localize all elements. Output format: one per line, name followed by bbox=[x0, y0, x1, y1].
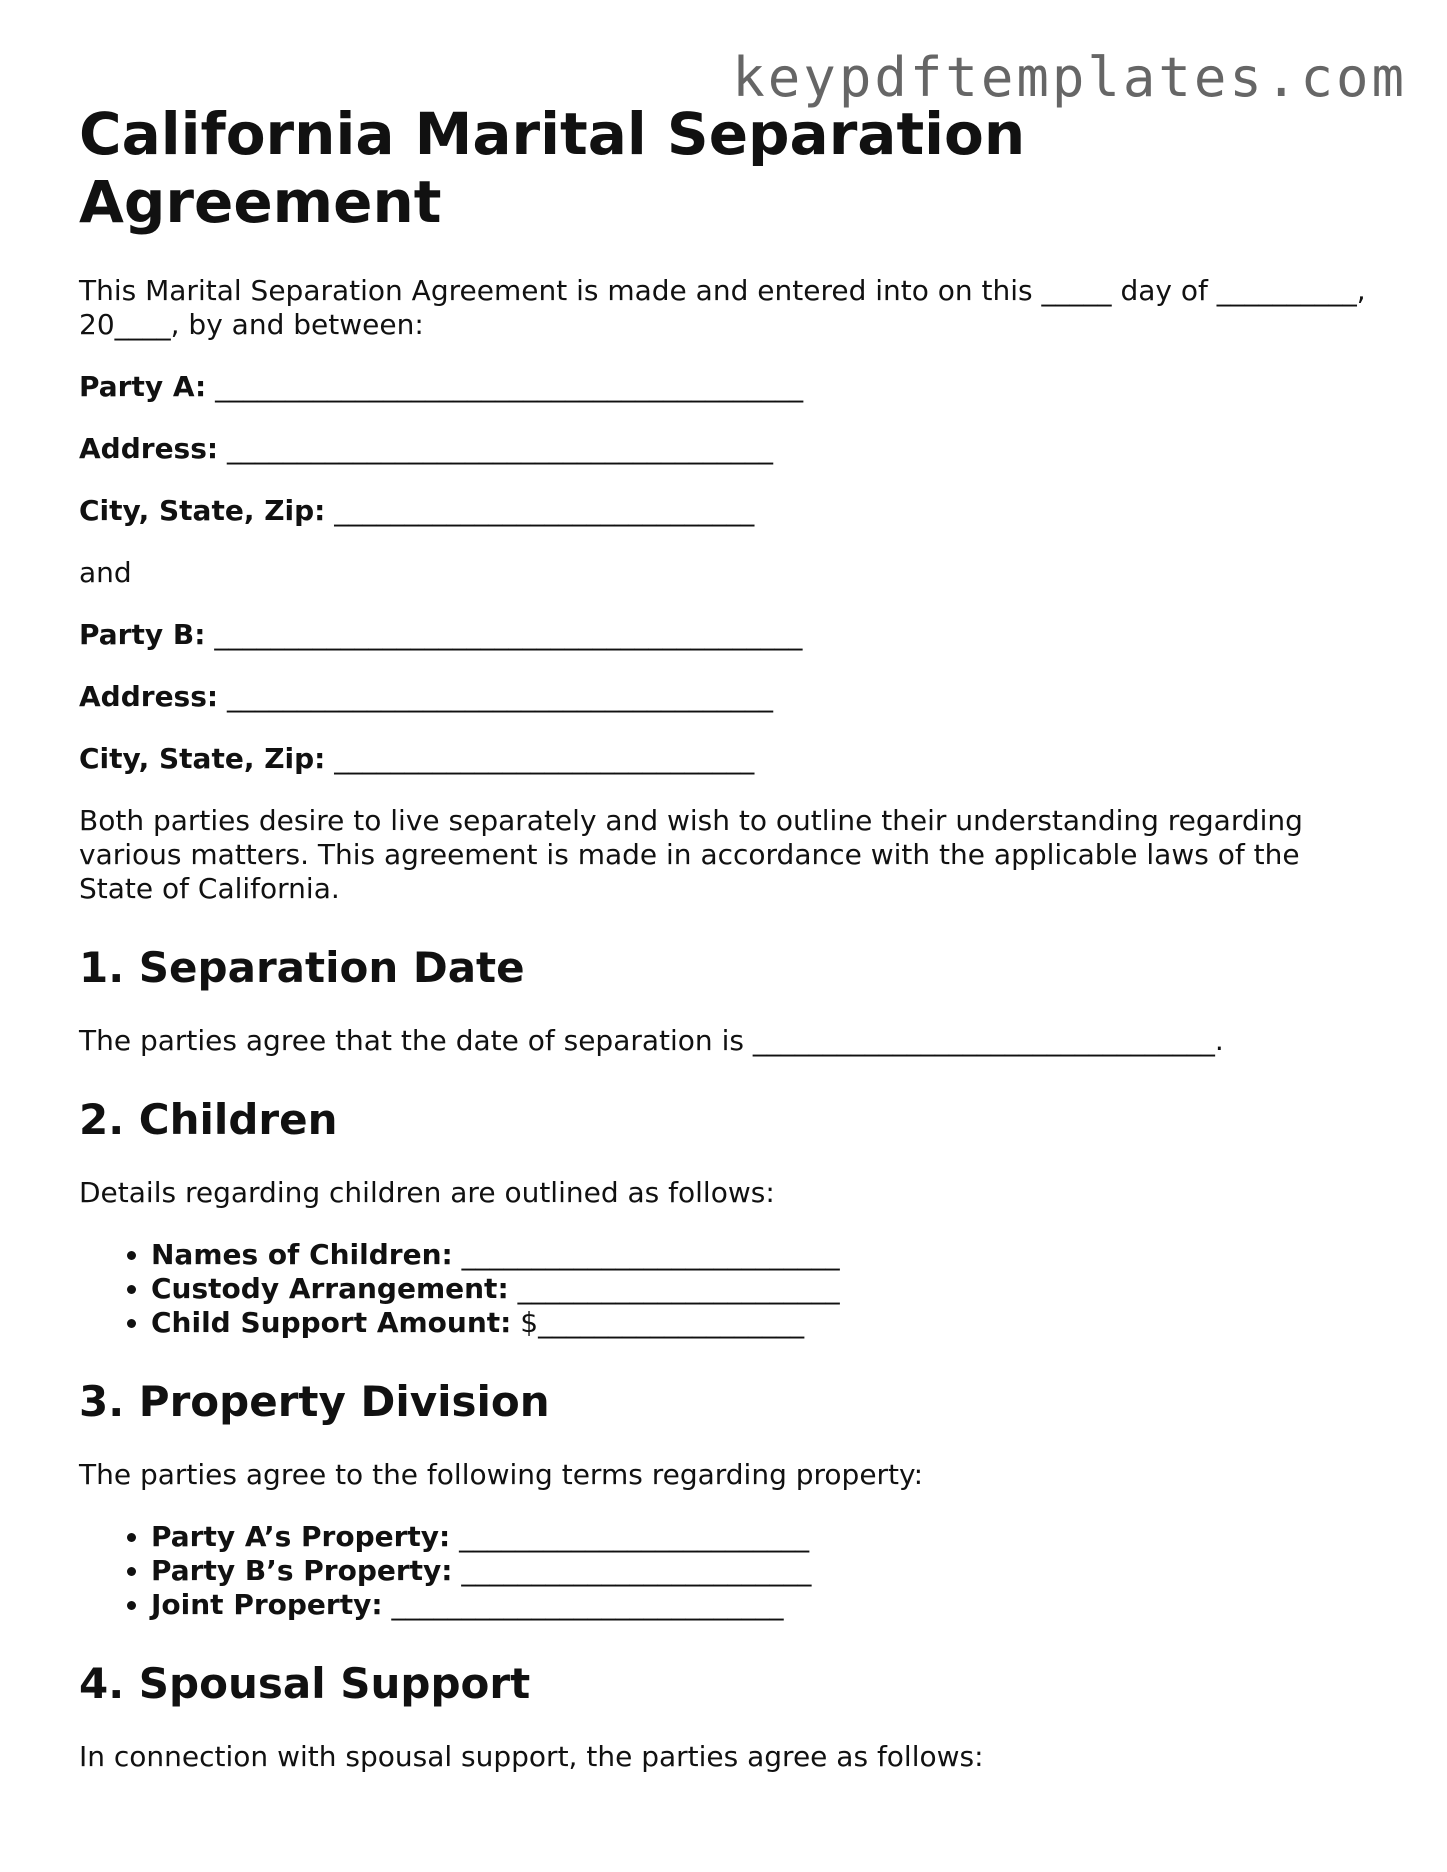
party-a-name-label: Party A: bbox=[79, 370, 207, 403]
party-a-name-field[interactable] bbox=[79, 370, 1369, 404]
list-item[interactable] bbox=[151, 1588, 1369, 1622]
party-b-name-line[interactable]: __________________________________________ bbox=[214, 618, 803, 651]
section-1-heading: 1. Separation Date bbox=[79, 943, 525, 992]
section-3-text: The parties agree to the following terms regarding property: bbox=[79, 1458, 924, 1491]
children-list bbox=[79, 1238, 1369, 1340]
children-names-label: Names of Children: bbox=[151, 1238, 453, 1271]
party-a-property-line[interactable]: _________________________ bbox=[459, 1520, 810, 1553]
list-item[interactable] bbox=[151, 1272, 1369, 1306]
party-b-city-field[interactable] bbox=[79, 742, 1369, 776]
document-title: California Marital Separation Agreement bbox=[79, 100, 1026, 236]
joint-property-line[interactable]: ____________________________ bbox=[391, 1588, 784, 1621]
list-item[interactable] bbox=[151, 1238, 1369, 1272]
watermark: keypdftemplates.com bbox=[732, 46, 1407, 109]
document-page bbox=[79, 100, 1369, 1774]
party-a-address-label: Address: bbox=[79, 432, 219, 465]
and-text: and bbox=[79, 556, 132, 589]
party-b-address-line[interactable]: _______________________________________ bbox=[227, 680, 773, 713]
section-2-text: Details regarding children are outlined as follows: bbox=[79, 1176, 775, 1209]
section-4-text: In connection with spousal support, the parties agree as follows: bbox=[79, 1740, 984, 1773]
section-2-heading: 2. Children bbox=[79, 1095, 338, 1144]
party-b-name-field[interactable] bbox=[79, 618, 1369, 652]
party-b-city-label: City, State, Zip: bbox=[79, 742, 326, 775]
section-3-heading: 3. Property Division bbox=[79, 1377, 550, 1426]
property-list bbox=[79, 1520, 1369, 1622]
party-b-city-line[interactable]: ______________________________ bbox=[334, 742, 755, 775]
joint-property-label: Joint Property: bbox=[151, 1588, 383, 1621]
list-item[interactable] bbox=[151, 1520, 1369, 1554]
party-b-name-label: Party B: bbox=[79, 618, 206, 651]
child-support-line[interactable]: $___________________ bbox=[520, 1306, 805, 1339]
custody-label: Custody Arrangement: bbox=[151, 1272, 509, 1305]
party-b-address-field[interactable] bbox=[79, 680, 1369, 714]
party-a-city-line[interactable]: ______________________________ bbox=[334, 494, 755, 527]
party-a-city-label: City, State, Zip: bbox=[79, 494, 326, 527]
party-a-address-line[interactable]: _______________________________________ bbox=[227, 432, 773, 465]
list-item[interactable] bbox=[151, 1554, 1369, 1588]
purpose-paragraph: Both parties desire to live separately and wish to outline their understanding regarding various matters. This agreement is made in accordance with the applicable laws of the State of California. bbox=[79, 804, 1303, 905]
child-support-label: Child Support Amount: bbox=[151, 1306, 512, 1339]
party-b-address-label: Address: bbox=[79, 680, 219, 713]
custody-line[interactable]: _______________________ bbox=[517, 1272, 840, 1305]
section-1-text: The parties agree that the date of separation is _________________________________. bbox=[79, 1024, 1224, 1057]
party-a-property-label: Party A’s Property: bbox=[151, 1520, 451, 1553]
party-a-address-field[interactable] bbox=[79, 432, 1369, 466]
children-names-line[interactable]: ___________________________ bbox=[461, 1238, 840, 1271]
party-a-name-line[interactable]: __________________________________________ bbox=[215, 370, 804, 403]
section-4-heading: 4. Spousal Support bbox=[79, 1659, 531, 1708]
party-b-property-line[interactable]: _________________________ bbox=[461, 1554, 812, 1587]
party-b-property-label: Party B’s Property: bbox=[151, 1554, 453, 1587]
intro-paragraph: This Marital Separation Agreement is made and entered into on this _____ day of __________, 20____, by and between: bbox=[79, 274, 1366, 341]
list-item[interactable] bbox=[151, 1306, 1369, 1340]
party-a-city-field[interactable] bbox=[79, 494, 1369, 528]
